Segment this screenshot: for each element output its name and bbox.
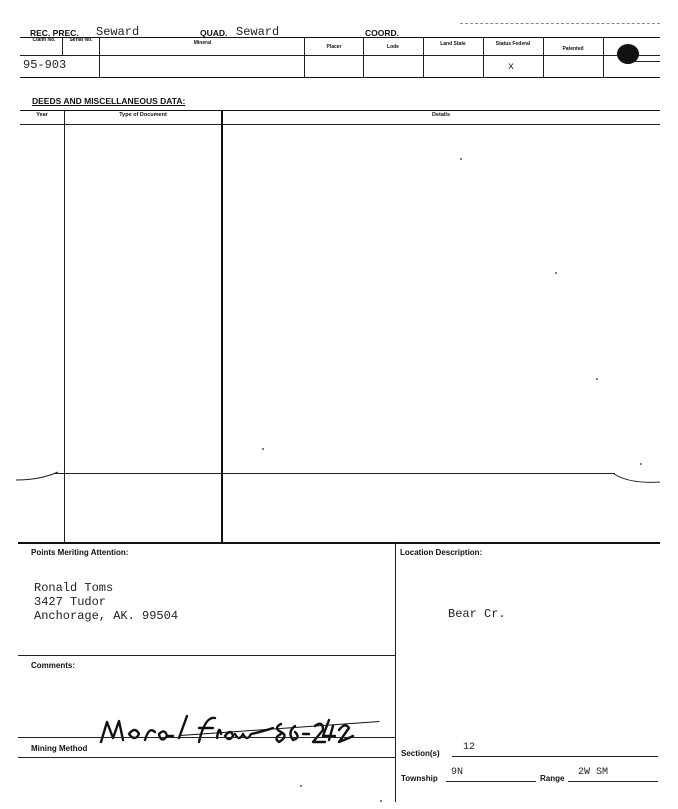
range-line (568, 781, 658, 782)
claims-sep (543, 38, 544, 77)
points-line-1: Ronald Toms (34, 581, 114, 595)
lower-center-divider (395, 542, 396, 802)
claims-bottom-rule (20, 77, 660, 78)
col-mineral: Mineral (193, 40, 212, 46)
quad-value: Seward (236, 25, 280, 39)
township-label: Township (401, 774, 438, 783)
fold-line (55, 473, 615, 474)
speck (596, 378, 598, 380)
lower-top-rule (18, 542, 660, 544)
deeds-sep-type (221, 110, 223, 542)
range-label: Range (540, 774, 565, 783)
speck (380, 800, 382, 802)
location-description-value: Bear Cr. (448, 607, 506, 621)
col-claim-no: Claim No. (32, 37, 56, 43)
mining-method-bottom-rule (18, 757, 395, 758)
deeds-header-rule (20, 124, 660, 125)
claims-sep (423, 38, 424, 77)
col-lode: Lode (387, 44, 399, 50)
col-placer: Placer (326, 44, 342, 50)
location-description-label: Location Description: (400, 548, 483, 557)
col-patented: Patented (562, 46, 584, 52)
mining-method-top-rule (18, 737, 395, 738)
speck (300, 785, 302, 787)
status-federal-value: x (508, 62, 515, 73)
claims-header-rule (20, 55, 660, 56)
speck (262, 448, 264, 450)
col-details: Details (431, 112, 451, 118)
rec-prec-label: REC. PREC. (30, 28, 79, 38)
header-rule (20, 37, 660, 38)
township-line (446, 781, 536, 782)
header-rule-faint (460, 23, 660, 24)
township-value: 9N (451, 767, 464, 778)
coord-label: COORD. (365, 28, 399, 38)
speck (555, 272, 557, 274)
col-land-state: Land State (440, 41, 466, 47)
fold-curve-left (14, 466, 60, 484)
col-status-federal: Status Federal (495, 41, 531, 47)
sections-label: Section(s) (401, 749, 440, 758)
points-label: Points Meriting Attention: (31, 548, 129, 557)
col-year: Year (36, 112, 48, 118)
deeds-title: DEEDS AND MISCELLANEOUS DATA: (32, 96, 186, 106)
claims-sep (363, 38, 364, 77)
speck (640, 463, 642, 465)
mining-method-label: Mining Method (31, 744, 88, 753)
claims-sep (483, 38, 484, 77)
claims-sep (99, 38, 100, 77)
sections-value: 12 (463, 742, 476, 753)
comments-top-rule (18, 655, 395, 656)
col-serial-no: Serial No. (69, 37, 93, 43)
comments-label: Comments: (31, 661, 76, 670)
deeds-sep-year (64, 110, 65, 542)
points-line-3: Anchorage, AK. 99504 (34, 609, 179, 623)
claims-sep (603, 38, 604, 77)
quad-label: QUAD. (200, 28, 228, 38)
speck (460, 158, 462, 160)
deeds-top-rule (20, 110, 660, 111)
fold-curve-right (612, 470, 662, 488)
col-type-of-document: Type of Document (119, 112, 167, 118)
claims-sep (304, 38, 305, 77)
claims-sep (62, 38, 63, 55)
points-line-2: 3427 Tudor (34, 595, 107, 609)
rec-prec-value: Seward (96, 25, 140, 39)
claim-no-value: 95-903 (23, 58, 67, 72)
claims-extra-rule (630, 61, 660, 62)
sections-line (452, 756, 658, 757)
range-value: 2W SM (578, 767, 609, 778)
